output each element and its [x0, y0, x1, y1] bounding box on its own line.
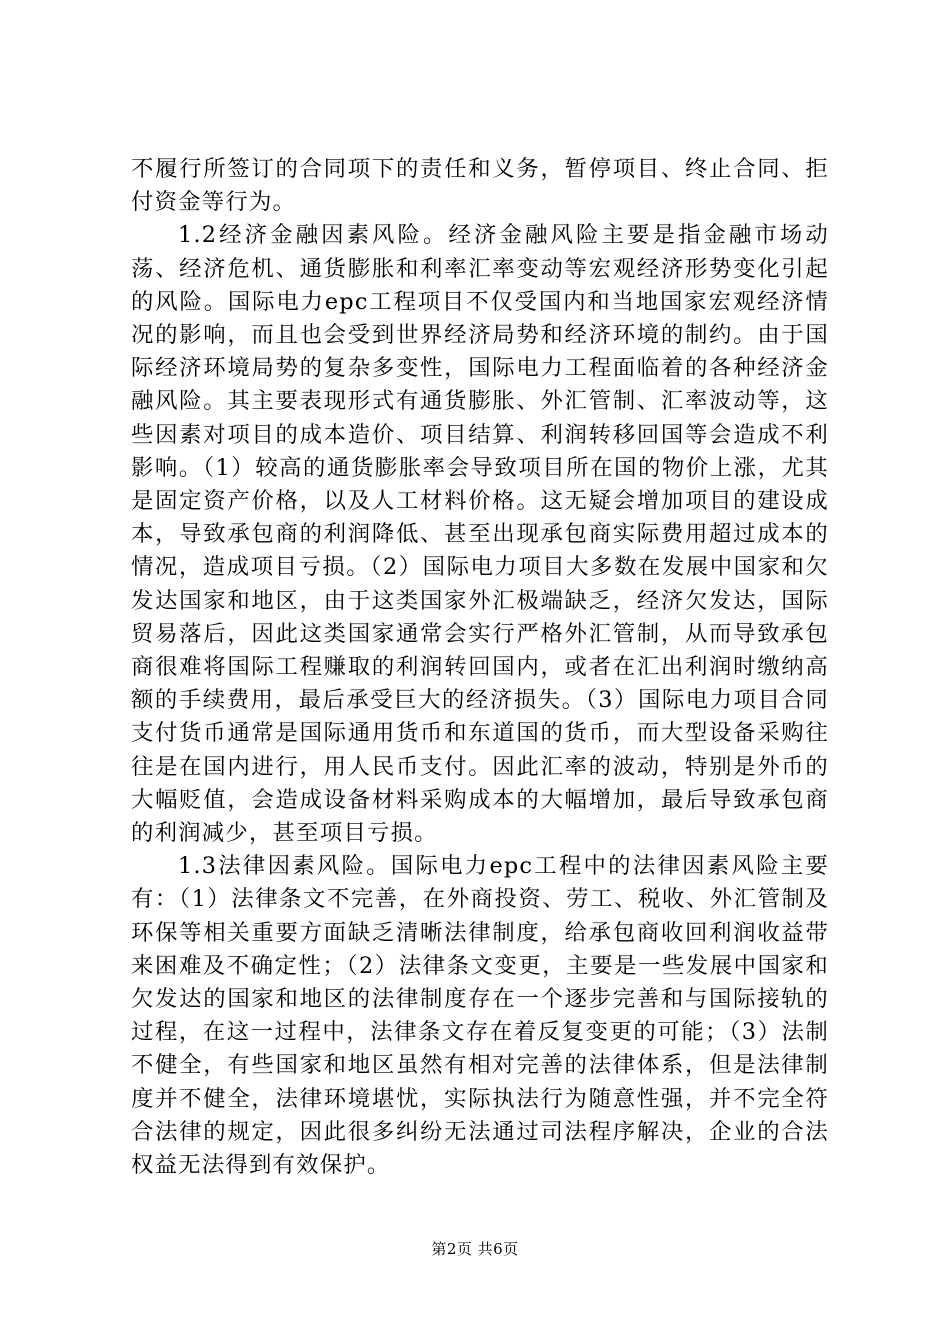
document-body — [131, 153, 829, 1182]
page-footer-page-number: 第2页 共6页 — [431, 1240, 519, 1258]
paragraph-continuation: 不履行所签订的合同项下的责任和义务，暂停项目、终止合同、拒付资金等行为。 — [131, 156, 829, 216]
paragraph-section-1-2-economic-financial-risk: 1.2经济金融因素风险。经济金融风险主要是指金融市场动荡、经济危机、通货膨胀和利率汇率变动等宏观经济形势变化引起的风险。国际电力epc工程项目不仅受国内和当地国家宏观经济情况的影响，而且也会受到世界经济局势和经济环境的制约。由于国际经济环境局势的复杂多变性，国际电力工程面临着的各种经济金融风险。其主要表现形式有通货膨胀、外汇管制、汇率波动等，这些因素对项目的成本造价、项目结算、利润转移回国等会造成不利影响。（1）较高的通货膨胀率会导致项目所在国的物价上涨，尤其是固定资产价格，以及人工材料价格。这无疑会增加项目的建设成本，导致承包商的利润降低、甚至出现承包商实际费用超过成本的情况，造成项目亏损。（2）国际电力项目大多数在发展中国家和欠发达国家和地区，由于这类国家外汇极端缺乏，经济欠发达，国际贸易落后，因此这类国家通常会实行严格外汇管制，从而导致承包商很难将国际工程赚取的利润转回国内，或者在汇出利润时缴纳高额的手续费用，最后承受巨大的经济损失。（3）国际电力项目合同支付货币通常是国际通用货币和东道国的货币，而大型设备采购往往是在国内进行，用人民币支付。因此汇率的波动，特别是外币的大幅贬值，会造成设备材料采购成本的大幅增加，最后导致承包商的利润减少，甚至项目亏损。 — [131, 222, 829, 847]
paragraph-section-1-3-legal-risk: 1.3法律因素风险。国际电力epc工程中的法律因素风险主要有：（1）法律条文不完善，在外商投资、劳工、税收、外汇管制及环保等相关重要方面缺乏清晰法律制度，给承包商收回利润收益带来困难及不确定性；（2）法律条文变更，主要是一些发展中国家和欠发达的国家和地区的法律制度存在一个逐步完善和与国际接轨的过程，在这一过程中，法律条文存在着反复变更的可能；（3）法制不健全，有些国家和地区虽然有相对完善的法律体系，但是法律制度并不健全，法律环境堪忧，实际执法行为随意性强，并不完全符合法律的规定，因此很多纠纷无法通过司法程序解决，企业的合法权益无法得到有效保护。 — [131, 853, 829, 1179]
